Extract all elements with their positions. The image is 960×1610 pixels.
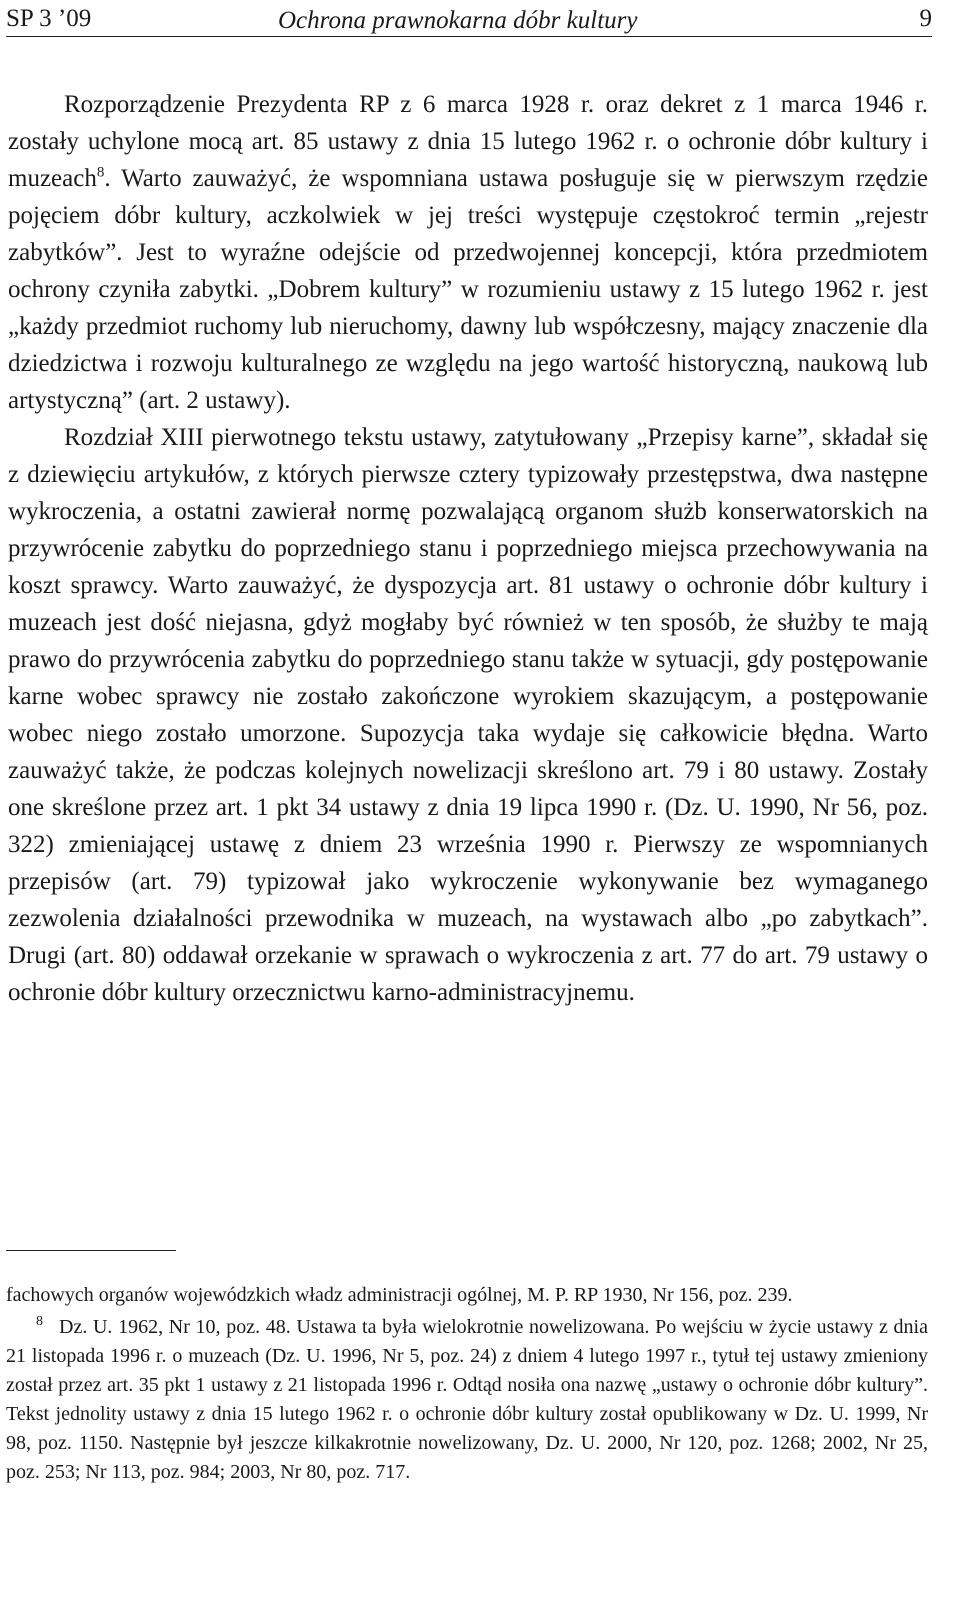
footnote-continuation: fachowych organów wojewódzkich władz administracji ogólnej, M. P. RP 1930, Nr 156, poz. 239. <box>6 1284 793 1306</box>
footnote-8-text: Dz. U. 1962, Nr 10, poz. 48. Ustawa ta była wielokrotnie nowelizowana. Po wejściu w życie ustawy z dnia 21 listopada 1996 r. o muzeach (Dz. U. 1996, Nr 5, poz. 24) z dniem 4 lutego 1997 r., tytuł tej ustawy zmieniony został przez art. 35 pkt 1 ustawy z 21 listopada 1996 r. Odtąd nosiła ona nazwę „ustawy o ochronie dóbr kultury”. Tekst jednolity ustawy z dnia 15 lutego 1962 r. o ochronie dóbr kultury został opublikowany w Dz. U. 1999, Nr 98, poz. 1150. Następnie był jeszcze kilkakrotnie nowelizowany, Dz. U. 2000, Nr 120, poz. 1268; 2002, Nr 25, poz. 253; Nr 113, poz. 984; 2003, Nr 80, poz. 717. <box>6 1316 928 1483</box>
paragraph-2: Rozdział XIII pierwotnego tekstu ustawy, zatytułowany „Przepisy karne”, składał się z dziewięciu artykułów, z których pierwsze cztery typizowały przestępstwa, dwa następne wykroczenia, a ostatni zawierał normę pozwalającą organom służb konserwatorskich na przywrócenie zabytku do poprzedniego stanu i poprzedniego miejsca przechowywania na koszt sprawcy. Warto zauważyć, że dyspozycja art. 81 ustawy o ochronie dóbr kultury i muzeach jest dość niejasna, gdyż mogłaby być również w ten sposób, że służby te mają prawo do przywrócenia zabytku do poprzedniego stanu także w sytuacji, gdy postępowanie karne wobec sprawcy nie zostało zakończone wyrokiem skazującym, a postępowanie wobec niego zostało umorzone. Supozycja taka wydaje się całkowicie błędna. Warto zauważyć także, że podczas kolejnych nowelizacji skreślono art. 79 i 80 ustawy. Zostały one skreślone przez art. 1 pkt 34 ustawy z dnia 19 lipca 1990 r. (Dz. U. 1990, Nr 56, poz. 322) zmieniającej ustawę z dniem 23 września 1990 r. Pierwszy ze wspomnianych przepisów (art. 79) typizował jako wykroczenie wykonywanie bez wymaganego zezwolenia działalności przewodnika w muzeach, na wystawach albo „po zabytkach”. Drugi (art. 80) oddawał orzekanie w sprawach o wykroczenia z art. 77 do art. 79 ustawy o ochronie dóbr kultury orzecznictwu karno-administracyjnemu. <box>8 424 928 1006</box>
footnote-8 <box>6 1313 928 1487</box>
paragraph-1 <box>8 86 928 419</box>
footnote-separator <box>6 1250 176 1251</box>
running-title: Ochrona prawnokarna dóbr kultury <box>278 7 638 34</box>
footnote-reference-8[interactable]: 8 <box>96 164 105 181</box>
footnotes <box>6 1281 928 1487</box>
footnote-number: 8 <box>36 1314 43 1330</box>
paragraph-1-text-a: Rozporządzenie Prezydenta RP z 6 marca 1928 r. oraz dekret z 1 marca 1946 r. zostały uchylone mocą art. 85 ustawy z dnia 15 lutego 1962 r. o ochronie dóbr kultury i muzeach <box>8 91 928 192</box>
main-text <box>8 86 928 1011</box>
page-number: 9 <box>919 5 932 32</box>
paragraph-1-text-b: . Warto zauważyć, że wspomniana ustawa posługuje się w pierwszym rzędzie pojęciem dóbr kultury, aczkolwiek w jej treści występuje częstokroć termin „rejestr zabytków”. Jest to wyraźne odejście od przedwojennej koncepcji, która przedmiotem ochrony czyniła zabytki. „Dobrem kultury” w rozumieniu ustawy z 15 lutego 1962 r. jest „każdy przedmiot ruchomy lub nieruchomy, dawny lub współczesny, mający znaczenie dla dziedzictwa i rozwoju kulturalnego ze względu na jego wartość historyczną, naukową lub artystyczną” (art. 2 ustawy). <box>8 165 928 414</box>
journal-issue: SP 3 ’09 <box>6 5 92 32</box>
running-header <box>6 2 932 37</box>
